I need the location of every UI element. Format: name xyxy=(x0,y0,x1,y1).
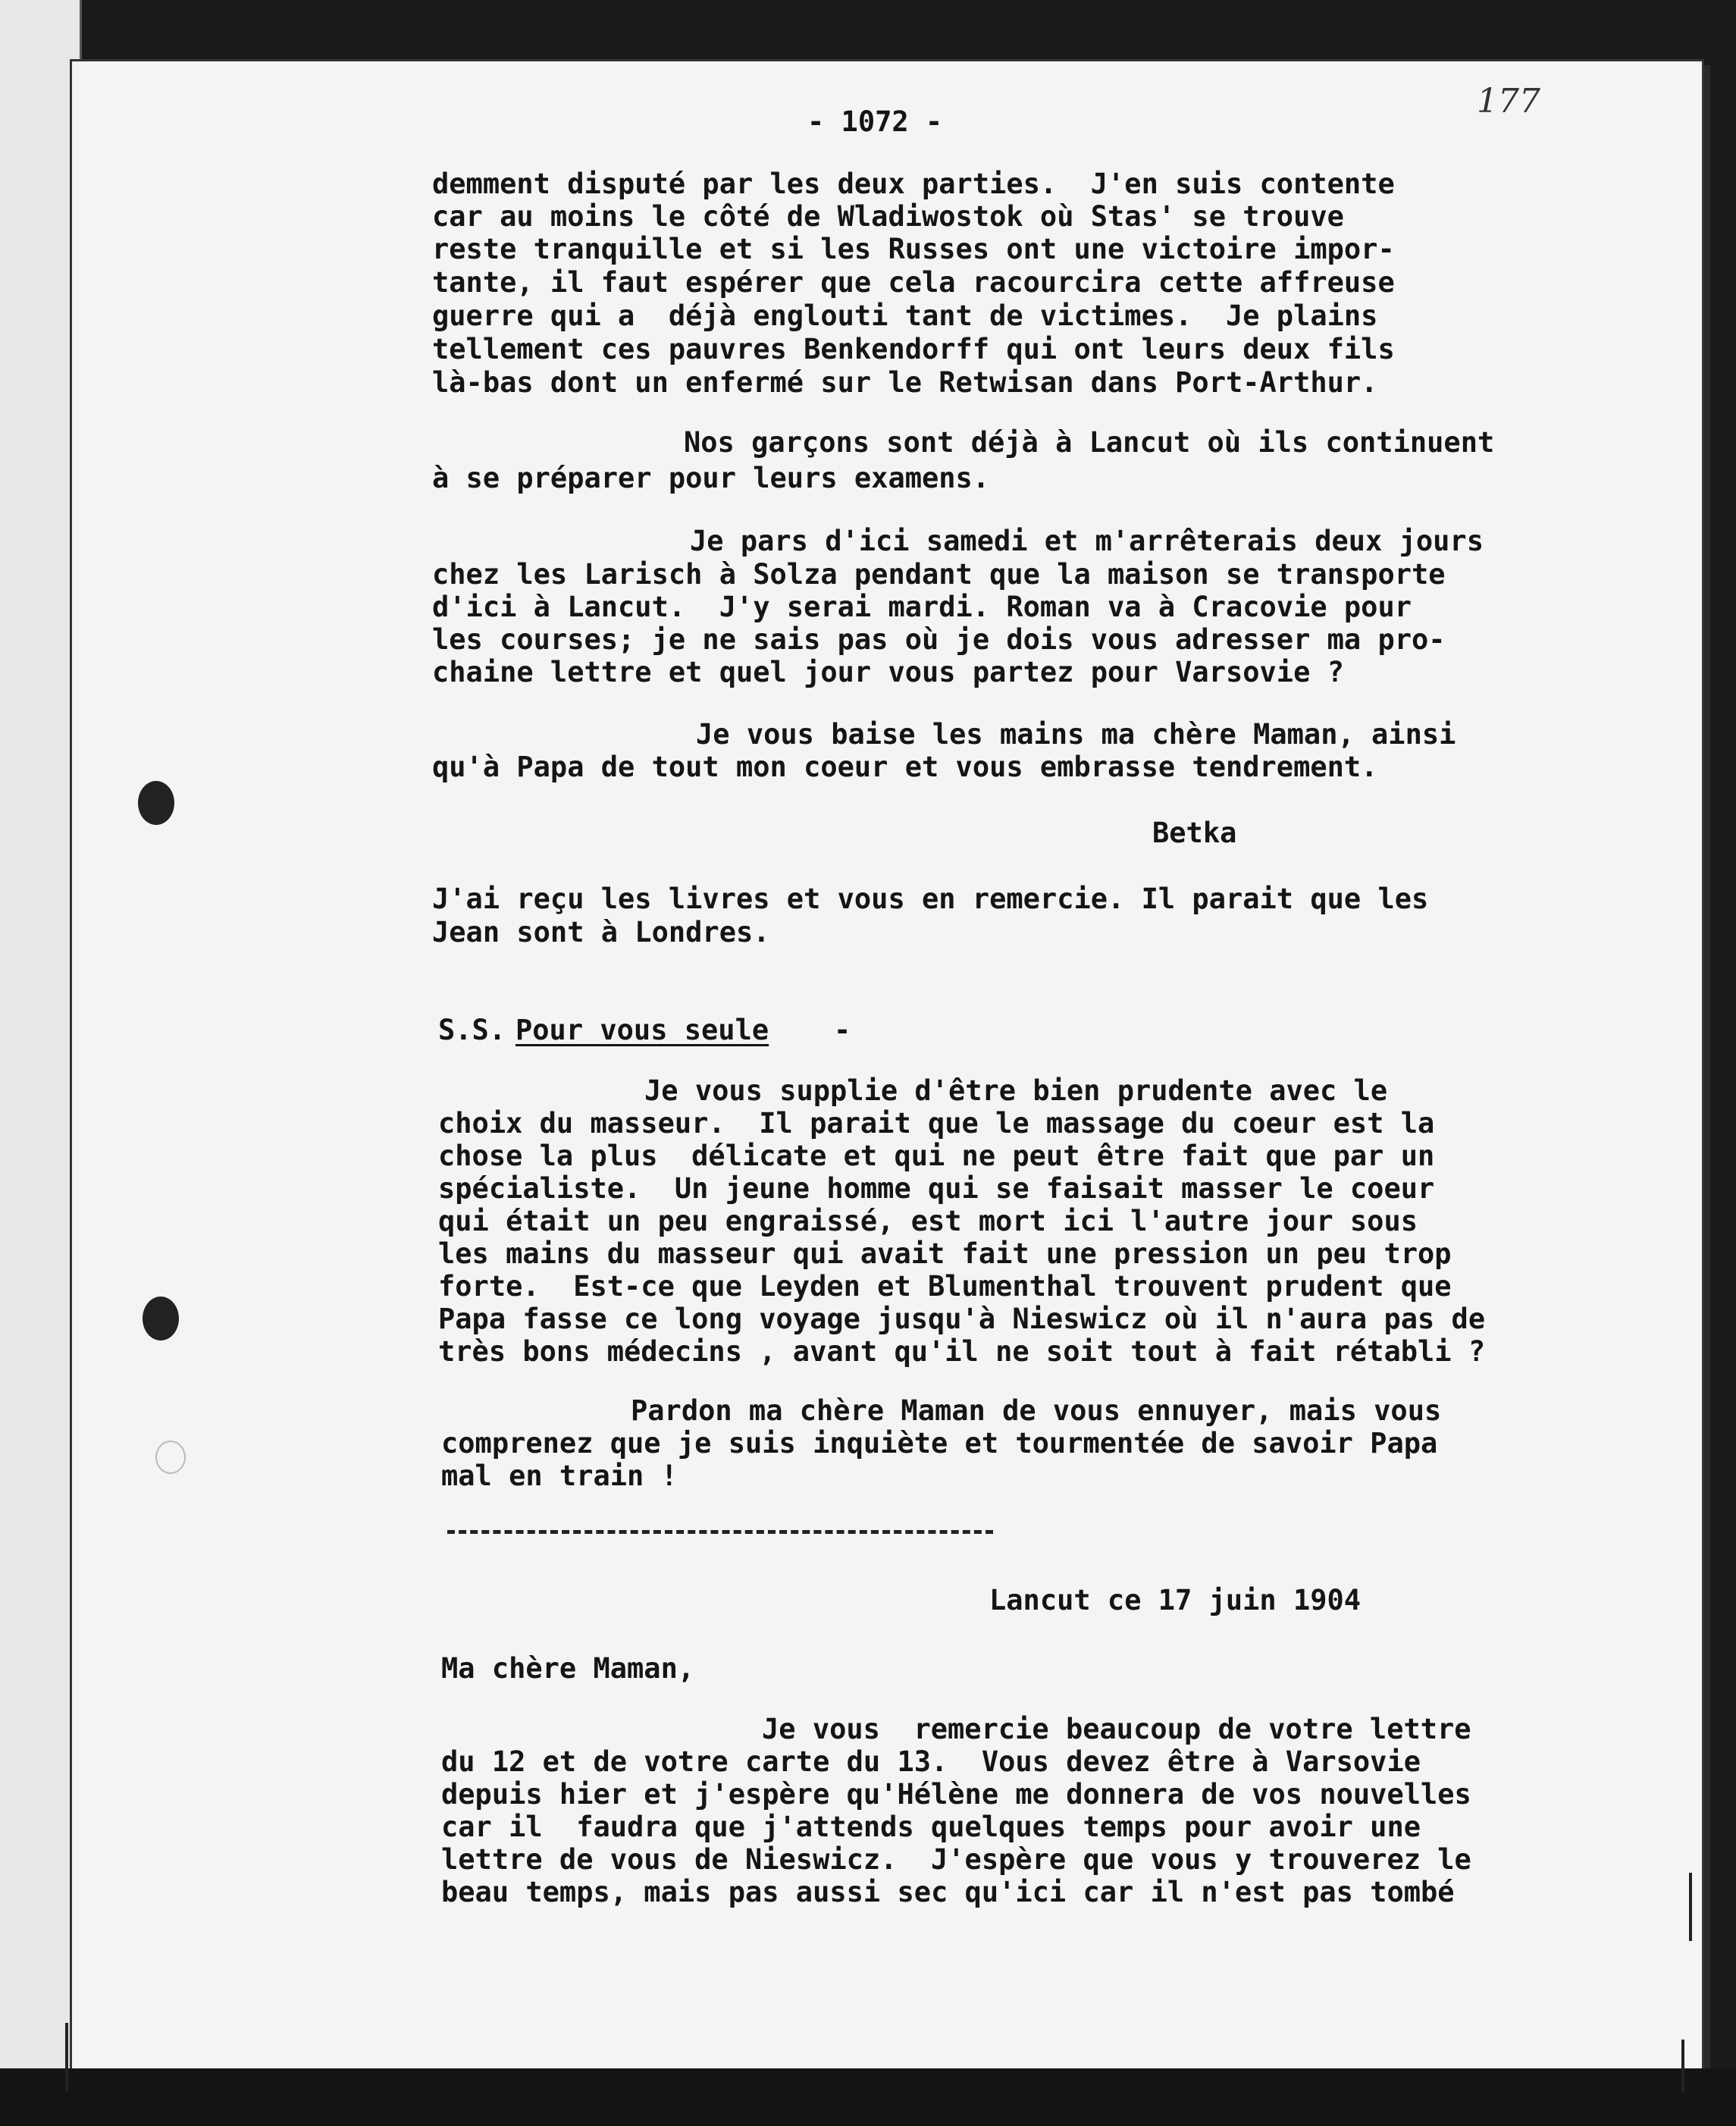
punch-hole-top xyxy=(138,781,174,825)
text-line: tante, il faut espérer que cela racourcira cette affreuse xyxy=(432,266,1395,299)
punch-hole-ghost xyxy=(155,1441,186,1474)
crop-mark xyxy=(65,2023,68,2091)
text-line: très bons médecins , avant qu'il ne soit tout à fait rétabli ? xyxy=(438,1335,1486,1368)
salutation: Ma chère Maman, xyxy=(441,1652,695,1685)
text-line: là-bas dont un enfermé sur le Retwisan dans Port-Arthur. xyxy=(432,366,1378,399)
text-line: car au moins le côté de Wladiwostok où Stas' se trouve xyxy=(432,200,1344,233)
text-line: J'ai reçu les livres et vous en remercie. Il parait que les xyxy=(432,883,1429,915)
ps-title: Pour vous seule xyxy=(515,1014,769,1046)
text-line: chez les Larisch à Solza pendant que la maison se transporte xyxy=(432,558,1446,591)
ps-dash: - xyxy=(834,1014,851,1046)
dateline: Lancut ce 17 juin 1904 xyxy=(989,1584,1362,1616)
handwritten-page-number: 177 xyxy=(1477,82,1540,121)
text-line: Nos garçons sont déjà à Lancut où ils continuent xyxy=(684,426,1495,459)
signature: Betka xyxy=(1152,817,1237,849)
text-line: tellement ces pauvres Benkendorff qui ont leurs deux fils xyxy=(432,333,1395,365)
text-line: demment disputé par les deux parties. J'en suis contente xyxy=(432,168,1395,200)
text-line: Papa fasse ce long voyage jusqu'à Nieswicz où il n'aura pas de xyxy=(438,1303,1486,1335)
text-line: Je vous baise les mains ma chère Maman, ainsi xyxy=(696,718,1456,751)
text-line: choix du masseur. Il parait que le massage du coeur est la xyxy=(438,1107,1435,1140)
text-line: à se préparer pour leurs examens. xyxy=(432,462,990,494)
text-line: Pardon ma chère Maman de vous ennuyer, mais vous xyxy=(631,1394,1442,1427)
page-number: - 1072 - xyxy=(807,105,943,138)
text-line: depuis hier et j'espère qu'Hélène me donnera de vos nouvelles xyxy=(441,1778,1471,1811)
crop-mark xyxy=(1681,2040,1684,2093)
text-line: beau temps, mais pas aussi sec qu'ici car il n'est pas tombé xyxy=(441,1876,1455,1908)
text-line: Je vous supplie d'être bien prudente avec le xyxy=(644,1074,1388,1107)
text-line: spécialiste. Un jeune homme qui se faisait masser le coeur xyxy=(438,1172,1435,1205)
letter-separator xyxy=(447,1530,993,1534)
text-line: chaine lettre et quel jour vous partez pour Varsovie ? xyxy=(432,656,1344,688)
text-line: forte. Est-ce que Leyden et Blumenthal trouvent prudent que xyxy=(438,1270,1452,1303)
text-line: Jean sont à Londres. xyxy=(432,916,770,949)
text-line: chose la plus délicate et qui ne peut être fait que par un xyxy=(438,1140,1435,1172)
text-line: guerre qui a déjà englouti tant de victimes. Je plains xyxy=(432,299,1378,332)
text-line: mal en train ! xyxy=(441,1460,678,1492)
text-line: Je pars d'ici samedi et m'arrêterais deux jours xyxy=(690,525,1484,557)
scanner-background xyxy=(0,2068,1736,2126)
text-line: reste tranquille et si les Russes ont une victoire impor- xyxy=(432,233,1395,265)
text-line: car il faudra que j'attends quelques temps pour avoir une xyxy=(441,1811,1421,1843)
text-line: qui était un peu engraissé, est mort ici l'autre jour sous xyxy=(438,1205,1418,1237)
crop-mark xyxy=(1689,1873,1692,1941)
text-line: les mains du masseur qui avait fait une pression un peu trop xyxy=(438,1237,1452,1270)
text-line: qu'à Papa de tout mon coeur et vous embrasse tendrement. xyxy=(432,751,1378,783)
text-line: lettre de vous de Nieswicz. J'espère que vous y trouverez le xyxy=(441,1843,1471,1876)
text-line: comprenez que je suis inquiète et tourmentée de savoir Papa xyxy=(441,1427,1438,1460)
ps-prefix: S.S. xyxy=(438,1014,506,1046)
punch-hole-bottom xyxy=(143,1297,179,1341)
text-line: du 12 et de votre carte du 13. Vous devez être à Varsovie xyxy=(441,1745,1421,1778)
text-line: les courses; je ne sais pas où je dois vous adresser ma pro- xyxy=(432,623,1446,656)
text-line: d'ici à Lancut. J'y serai mardi. Roman va à Cracovie pour xyxy=(432,591,1412,623)
text-line: Je vous remercie beaucoup de votre lettre xyxy=(762,1713,1471,1745)
